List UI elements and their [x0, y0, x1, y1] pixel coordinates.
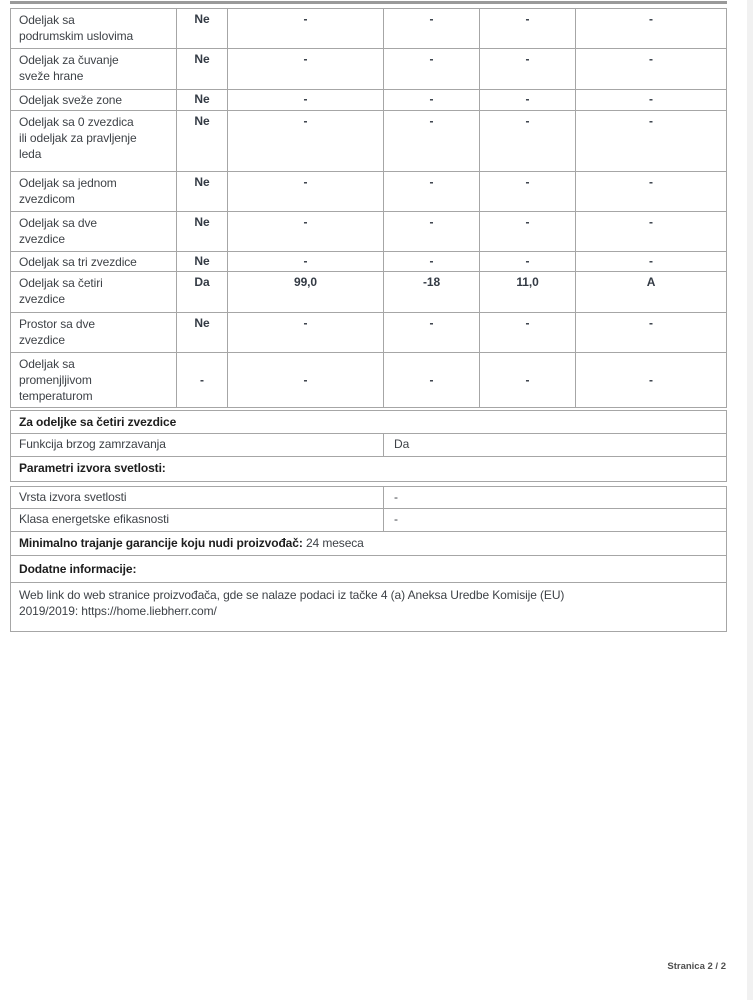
cell-value: -: [394, 490, 398, 504]
cell-value: -: [228, 353, 384, 407]
row-label: Funkcija brzog zamrzavanja: [11, 434, 384, 456]
page-edge-shadow: [747, 0, 753, 1000]
row-label: [11, 272, 177, 312]
table-row: [11, 252, 726, 272]
row-label-line: Odeljak sa četiri: [19, 276, 103, 290]
row-label-line: ili odeljak za pravljenje: [19, 131, 137, 145]
cell-defrost-type: A: [646, 275, 656, 289]
paragraph-line: [19, 603, 716, 619]
table-row: [11, 111, 726, 172]
table-row: [11, 353, 726, 407]
row-label-line: Odeljak sa 0 zvezdica: [19, 115, 134, 129]
cell-present: Da: [177, 272, 228, 312]
row-label: [11, 353, 177, 407]
section-header: Parametri izvora svetlosti:: [19, 461, 166, 475]
cell-volume: 99,0: [228, 272, 384, 312]
cell-value: -: [649, 215, 653, 229]
row-label-line: temperaturom: [19, 389, 93, 403]
section-header: Dodatne informacije:: [19, 562, 137, 576]
row-label: [11, 9, 177, 48]
cell-value: -: [480, 49, 576, 89]
cell-present: -: [177, 353, 228, 407]
row-label: [11, 49, 177, 89]
cell-temperature: -18: [384, 272, 480, 312]
warranty-value: 24 meseca: [302, 536, 364, 550]
table-row: [11, 487, 726, 509]
cell-value: -: [384, 252, 480, 271]
row-label-line: zvezdice: [19, 292, 65, 306]
row-label: [11, 313, 177, 352]
table-row: [11, 49, 726, 90]
row-label: [11, 172, 177, 211]
section-header-row: [11, 457, 726, 480]
row-label-line: Odeljak sa tri zvezdice: [19, 255, 137, 269]
cell-value: -: [394, 512, 398, 526]
cell-present: Ne: [177, 111, 228, 171]
cell-value: -: [649, 254, 653, 268]
cell-value: -: [384, 90, 480, 110]
cell-value: -: [649, 175, 653, 189]
cell-value: -: [228, 111, 384, 171]
warranty-label: Minimalno trajanje garancije koju nudi proizvođač:: [19, 536, 303, 550]
row-label: [11, 252, 177, 271]
row-label-line: zvezdicom: [19, 192, 75, 206]
table-row-four-star: [11, 272, 726, 313]
cell-present: Ne: [177, 212, 228, 251]
cell-present: Ne: [177, 252, 228, 271]
cell-value: -: [649, 316, 653, 330]
cell-value: -: [228, 172, 384, 211]
table-row: [11, 9, 726, 49]
row-label-line: zvezdice: [19, 232, 65, 246]
cell-value: -: [228, 9, 384, 48]
row-label-line: Odeljak sveže zone: [19, 93, 122, 107]
cell-present: Ne: [177, 90, 228, 110]
light-section-table: [10, 486, 727, 532]
cell-value: -: [480, 313, 576, 352]
cell-present: Ne: [177, 172, 228, 211]
cell-value: -: [384, 212, 480, 251]
row-label-line: Odeljak za čuvanje: [19, 53, 119, 67]
manufacturer-website-link[interactable]: https://home.liebherr.com/: [81, 604, 217, 618]
row-label: Vrsta izvora svetlosti: [11, 487, 384, 508]
cell-value: -: [384, 111, 480, 171]
page-break-divider: [10, 1, 727, 4]
four-star-section-table: [10, 410, 727, 457]
cell-value: -: [649, 52, 653, 66]
row-label-line: Odeljak sa dve: [19, 216, 97, 230]
row-label: [11, 212, 177, 251]
cell-value: -: [649, 12, 653, 26]
row-label-line: Odeljak sa: [19, 357, 75, 371]
table-row: [11, 90, 726, 111]
cell-value: -: [480, 252, 576, 271]
row-label-line: leda: [19, 147, 42, 161]
cell-value: -: [384, 172, 480, 211]
row-label-line: Prostor sa dve: [19, 317, 95, 331]
warranty-row: [11, 532, 726, 550]
paragraph-line-prefix: 2019/2019:: [19, 604, 82, 618]
cell-value: -: [384, 313, 480, 352]
cell-present: Ne: [177, 313, 228, 352]
cell-value: -: [384, 353, 480, 407]
cell-value: -: [384, 49, 480, 89]
table-row: [11, 212, 726, 252]
table-row: [11, 172, 726, 212]
light-section-header-table: [10, 457, 727, 482]
row-label-line: promenjljivom: [19, 373, 92, 387]
cell-value: -: [480, 111, 576, 171]
cell-value: -: [228, 49, 384, 89]
cell-value: -: [649, 92, 653, 106]
section-header: Za odeljke sa četiri zvezdice: [19, 415, 177, 429]
table-row: [11, 509, 726, 531]
cell-value: -: [228, 212, 384, 251]
cell-value: -: [228, 252, 384, 271]
cell-value: -: [480, 172, 576, 211]
row-label-line: podrumskim uslovima: [19, 29, 134, 43]
cell-value: -: [649, 114, 653, 128]
row-label-line: zvezdice: [19, 333, 65, 347]
additional-info-header-table: [10, 556, 727, 583]
row-label-line: Odeljak sa: [19, 13, 75, 27]
table-row: [11, 313, 726, 353]
cell-present: Ne: [177, 49, 228, 89]
page-number: Stranica 2 / 2: [667, 961, 726, 972]
additional-info-table: [10, 583, 727, 632]
cell-value: -: [480, 90, 576, 110]
section-header-row: [11, 411, 726, 434]
compartment-table: [10, 8, 727, 408]
row-label: [11, 90, 177, 110]
paragraph-line: Web link do web stranice proizvođača, gde se nalaze podaci iz tačke 4 (a) Aneksa Uredbe Komisije (EU): [19, 588, 565, 602]
cell-freezing-capacity: 11,0: [480, 272, 576, 312]
cell-value: -: [228, 90, 384, 110]
web-link-paragraph: [11, 583, 726, 619]
row-label: Klasa energetske efikasnosti: [11, 509, 384, 531]
row-label: [11, 111, 177, 171]
cell-value: -: [384, 9, 480, 48]
cell-value: -: [649, 373, 653, 387]
cell-present: Ne: [177, 9, 228, 48]
warranty-table: [10, 532, 727, 556]
row-label-line: Odeljak sa jednom: [19, 176, 117, 190]
cell-value: Da: [394, 437, 410, 451]
cell-value: -: [480, 9, 576, 48]
table-row: [11, 434, 726, 456]
cell-value: -: [480, 212, 576, 251]
cell-value: -: [228, 313, 384, 352]
row-label-line: sveže hrane: [19, 69, 84, 83]
cell-value: -: [480, 353, 576, 407]
